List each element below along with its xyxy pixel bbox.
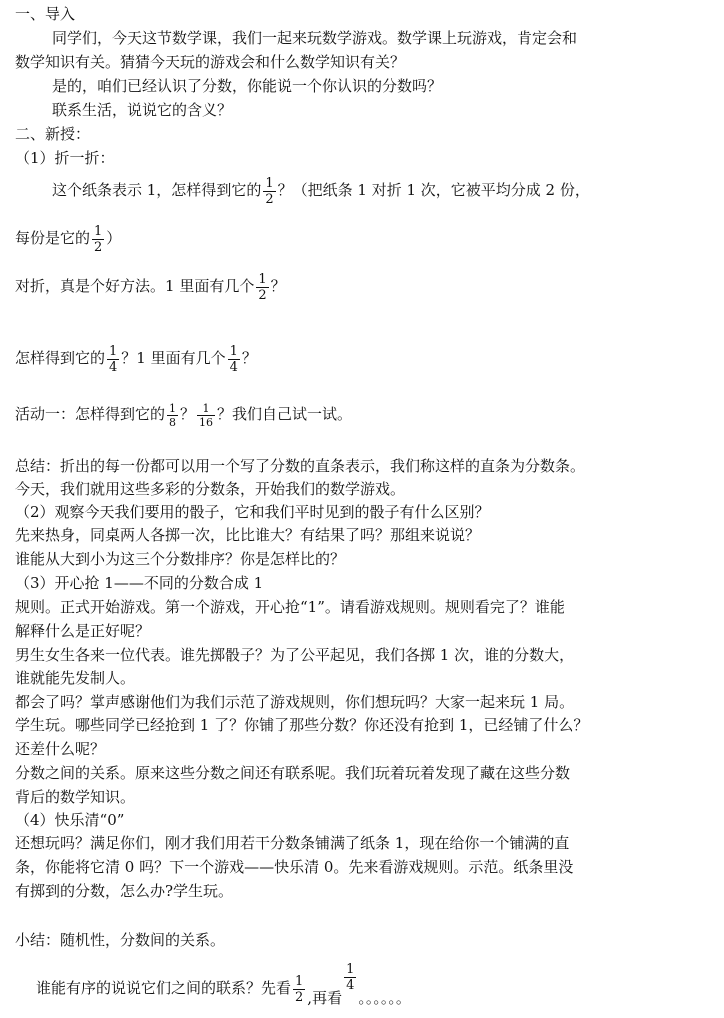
paragraph-line: 学生玩。哪些同学已经抢到 1 了？你铺了那些分数？你还没有抢到 1，已经铺了什么？ (15, 716, 589, 734)
paragraph-line: 还差什么呢？ (15, 740, 106, 758)
paragraph-line: 背后的数学知识。 (15, 788, 136, 806)
summary-line: 小结：随机性，分数间的关系。 (15, 931, 226, 949)
fraction-half: $\frac{1}{2}$ (295, 973, 304, 1005)
final-question-line: 谁能有序的说说它们之间的联系？先看 $\frac{1}{2}$ ,再看 $\frac{1}{4}$ 。。。。。。 (36, 962, 411, 1007)
paragraph-line: 解释什么是正好呢？ (15, 622, 151, 640)
paragraph-line: 今天，我们就用这些多彩的分数条，开始我们的数学游戏。 (15, 480, 406, 498)
paragraph-line: 先来热身，同桌两人各掷一次，比比谁大？有结果了吗？那组来说说？ (15, 526, 481, 544)
paragraph-line: 还想玩吗？满足你们，刚才我们用若干分数条铺满了纸条 1，现在给你一个铺满的直 (15, 834, 570, 852)
fraction-quarter: $\frac{1}{4}$ (229, 343, 238, 375)
paragraph-line: 都会了吗？掌声感谢他们为我们示范了游戏规则，你们想玩吗？大家一起来玩 1 局。 (15, 693, 575, 711)
fraction-quarter: $\frac{1}{4}$ (109, 343, 118, 375)
paragraph-line: 男生女生各来一位代表。谁先掷骰子？为了公平起见，我们各掷 1 次，谁的分数大， (15, 646, 575, 664)
paragraph-line: 数学知识有关。猜猜今天玩的游戏会和什么数学知识有关？ (15, 53, 406, 71)
fraction-half: $\frac{1}{2}$ (94, 223, 103, 255)
fraction-half: $\frac{1}{2}$ (258, 271, 267, 303)
paragraph-line: 有掷到的分数，怎么办?学生玩。 (15, 882, 234, 900)
fraction-answer-line: 每份是它的 $\frac{1}{2}$ ） (15, 223, 122, 255)
subsection-dice-heading: （2）观察今天我们要用的骰子，它和我们平时见到的骰子有什么区别？ (15, 503, 490, 521)
subsection-fold-heading: （1）折一折： (15, 149, 115, 167)
paragraph-line: 规则。正式开始游戏。第一个游戏，开心抢“1”。请看游戏规则。规则看完了？谁能 (15, 598, 565, 616)
paragraph-line: 联系生活，说说它的含义？ (52, 101, 233, 119)
fraction-half: $\frac{1}{2}$ (265, 175, 274, 207)
fraction-question-line: 这个纸条表示 1，怎样得到它的 $\frac{1}{2}$ ？（把纸条 1 对折 1 次，它被平均分成 2 份， (52, 175, 590, 207)
paragraph-line: 谁就能先发制人。 (15, 669, 136, 687)
subsection-clear-zero-heading: （4）快乐清“0” (15, 811, 125, 829)
activity-line: 活动一：怎样得到它的 $\frac{1}{8}$ ？ $\frac{1}{16}$ ？我们自己试一试。 (15, 401, 353, 429)
paragraph-line: 分数之间的关系。原来这些分数之间还有联系呢。我们玩着玩着发现了藏在这些分数 (15, 764, 571, 782)
paragraph-line: 总结：折出的每一份都可以用一个写了分数的直条表示，我们称这样的直条为分数条。 (15, 457, 586, 475)
section-new-heading: 二、新授： (15, 125, 91, 143)
fraction-sixteenth: $\frac{1}{16}$ (199, 401, 214, 429)
paragraph-line: 同学们，今天这节数学课，我们一起来玩数学游戏。数学课上玩游戏，肯定会和 (52, 29, 578, 47)
fraction-quarter: $\frac{1}{4}$ (346, 962, 355, 993)
paragraph-line: 条，你能将它清 0 吗？下一个游戏——快乐清 0。先来看游戏规则。示范。纸条里没 (15, 858, 574, 876)
fraction-eighth: $\frac{1}{8}$ (169, 401, 177, 429)
section-intro-heading: 一、导入 (15, 5, 76, 23)
paragraph-line: 是的，咱们已经认识了分数，你能说一个你认识的分数吗？ (52, 77, 443, 95)
fraction-question-line: 怎样得到它的 $\frac{1}{4}$ ？1 里面有几个 $\frac{1}{4}$ ？ (15, 343, 257, 375)
paragraph-line: 谁能从大到小为这三个分数排序？你是怎样比的？ (15, 550, 346, 568)
fraction-question-line: 对折，真是个好方法。1 里面有几个 $\frac{1}{2}$ ？ (15, 271, 286, 303)
subsection-grab-one-heading: （3）开心抢 1——不同的分数合成 1 (15, 574, 264, 592)
